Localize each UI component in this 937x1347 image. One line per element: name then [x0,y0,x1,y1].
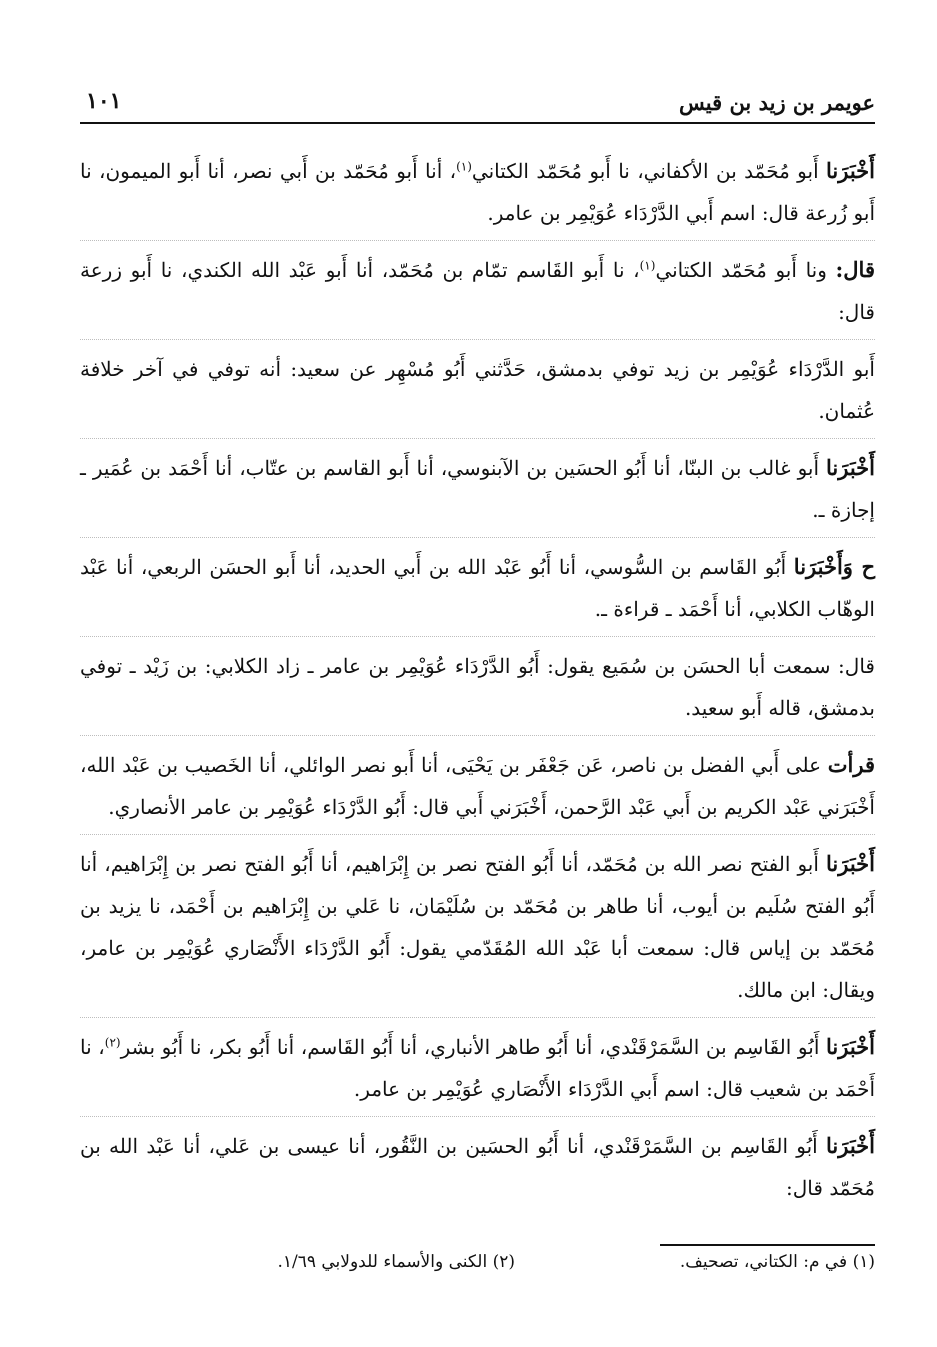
paragraph-8 [80,843,875,1018]
paragraph-7 [80,744,875,835]
paragraph-text-cont: ، أنا أَبو مُحَمّد بن أَبي نصر، أنا أَبو الميمون، نا أَبو زُرعة قال: اسم أَبي الدَّرْدَاء عُوَيْمِر بن عامر. [80,159,875,225]
footnote-ref: (١) [456,159,472,174]
paragraph-text: أَبُو القَاسِم بن السَّمَرْقَنْدي، أنا أَبُو الحسَين بن النَّقُور، أنا عيسى بن عَلي، أنا عَبْد الله بن مُحَمّد قال: [80,1134,875,1200]
paragraph-text: ونا أَبو مُحَمّد الكتاني [655,258,836,282]
page-header [80,86,875,124]
paragraph-text-cont: ، نا أَحْمَد بن شعيب قال: اسم أَبي الدَّرْدَاء الأَنْصَاري عُوَيْمِر بن عامر. [80,1035,875,1101]
paragraph-keyword: قرأت [827,752,875,777]
paragraph-keyword: أَخْبَرَنا [826,455,875,480]
footnote-ref: (٢) [104,1035,121,1050]
paragraph-keyword: أَخْبَرَنا [826,1133,875,1158]
paragraph-9 [80,1026,875,1117]
paragraph-text: أَبو مُحَمّد بن الأكفاني، نا أَبو مُحَمّد الكتاني [471,159,827,183]
paragraph-text: أَبو الدَّرْدَاء عُوَيْمِر بن زيد توفي بدمشق، حَدَّثني أَبُو مُسْهِر عن سعيد: أنه توفي في آخر خلافة عُثمان. [80,357,875,423]
paragraph-5 [80,546,875,637]
footnote-1: (١) في م: الكتاني، تصحيف. [679,1252,875,1272]
main-text [80,150,875,1223]
page-number: ١٠١ [86,88,122,114]
paragraph-text: أَبو غالب بن البنّا، أنا أَبُو الحسَين بن الآبنوسي، أنا أَبو القاسم بن عتّاب، أنا أَحْمَد بن عُمَير ـ إجازة ـ. [80,456,875,522]
paragraph-keyword: قال: [835,257,875,282]
paragraph-keyword: أَخْبَرَنا [826,158,875,183]
paragraph-2 [80,249,875,340]
paragraph-10 [80,1125,875,1215]
footnotes [120,1252,875,1282]
footnote-ref: (١) [639,258,656,273]
paragraph-text: أَبو الفتح نصر الله بن مُحَمّد، أنا أَبُو الفتح نصر بن إِبْرَاهيم، أنا أَبُو الفتح نصر بن إِبْرَاهيم، أنا أَبُو الفتح سُلَيم بن أيوب، أنا طاهر بن مُحَمّد بن سُلَيْمَان، نا عَلي بن إِبْرَاهيم بن أَحْمَد، نا يزيد بن مُحَمّد بن إياس قال: سمعت أبا عَبْد الله المُقَدّمي يقول: أَبُو الدَّرْدَاء الأَنْصَاري عُوَيْمِر بن عامر، ويقال: ابن مالك. [80,852,875,1002]
paragraph-text: أَبُو القَاسِم بن السَّمَرْقَنْدي، أنا أَبُو طاهر الأنباري، أنا أَبُو القَاسم، أنا أَبُو بكر، نا أَبُو بشر [120,1035,827,1059]
paragraph-6 [80,645,875,736]
paragraph-4 [80,447,875,538]
paragraph-keyword: أَخْبَرَنا [826,851,875,876]
running-title: عويمر بن زيد بن قيس [678,90,875,115]
paragraph-text: أَبُو القَاسم بن السُّوسي، أنا أَبُو عَبْد الله بن أَبي الحديد، أنا أَبو الحسَن الربعي، أنا عَبْد الوهّاب الكلابي، أنا أَحْمَد ـ قراءة ـ. [80,555,875,621]
paragraph-text: على أَبي الفضل بن ناصر، عَن جَعْفَر بن يَحْيَى، أنا أَبو نصر الوائلي، أنا الخَصيب بن عَبْد الله، أَخْبَرَني عَبْد الكريم بن أَبي عَبْد الرَّحمن، أَخْبَرَني أَبي قال: أَبُو الدَّرْدَاء عُوَيْمِر بن عامر الأنصاري. [80,753,875,819]
footnote-separator [660,1244,875,1246]
paragraph-keyword: ح وَأَخْبَرَنا [793,554,875,579]
footnote-2: (٢) الكنى والأسماء للدولابي ١/٦٩. [277,1252,515,1272]
paragraph-text: قال: سمعت أبا الحسَن بن سُمَيع يقول: أَبُو الدَّرْدَاء عُوَيْمِر بن عامر ـ زاد الكلابي: بن زَيْد ـ توفي بدمشق، قاله أَبو سعيد. [80,654,875,720]
paragraph-keyword: أَخْبَرَنا [826,1034,875,1059]
paragraph-text-cont: ، نا أَبو القَاسم تمّام بن مُحَمّد، أنا أَبو عَبْد الله الكندي، نا أَبو زرعة قال: [80,258,875,324]
paragraph-3 [80,348,875,439]
paragraph-1 [80,150,875,241]
